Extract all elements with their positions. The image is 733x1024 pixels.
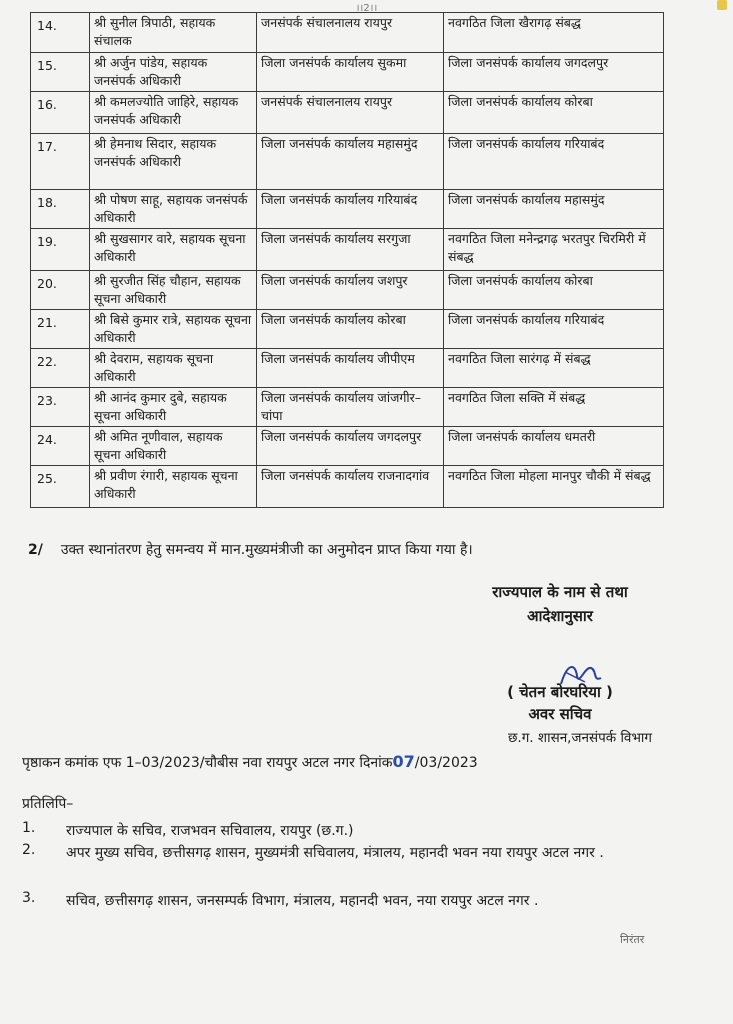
cell-current-posting: जिला जनसंपर्क कार्यालय जीपीएम [257,349,444,388]
cell-new-posting: जिला जनसंपर्क कार्यालय कोरबा [444,92,664,134]
cell-current-posting: जनसंपर्क संचालनालय रायपुर [257,13,444,53]
cell-officer-name: श्री देवराम, सहायक सूचना अधिकारी [90,349,257,388]
continued-mark: निरंतर [620,933,645,946]
copy-item [22,820,702,842]
table-row [31,134,664,190]
table-row [31,92,664,134]
table-row [31,53,664,92]
endorsement-line [22,752,722,772]
copy-text: राज्यपाल के सचिव, राजभवन सचिवालय, रायपुर (छ.ग.) [66,823,354,839]
cell-current-posting: जिला जनसंपर्क कार्यालय राजनादगांव [257,466,444,508]
table-row [31,349,664,388]
table-row [31,13,664,53]
cell-officer-name: श्री अर्जुन पांडेय, सहायक जनसंपर्क अधिकारी [90,53,257,92]
cell-current-posting: जिला जनसंपर्क कार्यालय जगदलपुर [257,427,444,466]
signatory-name: ( चेतन बोरघरिया ) [507,683,613,701]
authority-line: राज्यपाल के नाम से तथा [492,583,628,601]
copy-index: 2. [22,842,36,858]
note-text: उक्त स्थानांतरण हेतु समन्वय में मान.मुख्यमंत्रीजी का अनुमोदन प्राप्त किया गया है। [60,542,473,558]
cell-officer-name: श्री आनंद कुमार दुबे, सहायक सूचना अधिकारी [90,388,257,427]
endorsement-suffix: /03/2023 [414,755,478,771]
note-number: 2/ [28,542,43,558]
cell-new-posting: नवगठित जिला मनेन्द्रगढ़ भरतपुर चिरमिरी में संबद्ध [444,229,664,271]
cell-new-posting: नवगठित जिला सारंगढ़ में संबद्ध [444,349,664,388]
cell-serial: 14. [31,13,90,53]
cell-serial: 22. [31,349,90,388]
copies-heading: प्रतिलिपि– [22,796,74,812]
copy-item [22,842,702,864]
cell-current-posting: जिला जनसंपर्क कार्यालय गरियाबंद [257,190,444,229]
cell-current-posting: जिला जनसंपर्क कार्यालय जांजगीर– चांपा [257,388,444,427]
cell-serial: 17. [31,134,90,190]
cell-serial: 23. [31,388,90,427]
approval-note [28,540,708,559]
cell-current-posting: जिला जनसंपर्क कार्यालय जशपुर [257,271,444,310]
cell-current-posting: जनसंपर्क संचालनालय रायपुर [257,92,444,134]
cell-new-posting: नवगठित जिला खैरागढ़ संबद्ध [444,13,664,53]
cell-officer-name: श्री अमित नूणीवाल, सहायक सूचना अधिकारी [90,427,257,466]
cell-new-posting: जिला जनसंपर्क कार्यालय गरियाबंद [444,134,664,190]
cell-serial: 15. [31,53,90,92]
order-line: आदेशानुसार [527,607,593,625]
table-row [31,310,664,349]
cell-officer-name: श्री सुरजीत सिंह चौहान, सहायक सूचना अधिकारी [90,271,257,310]
copy-index: 3. [22,890,36,906]
cell-serial: 21. [31,310,90,349]
table-row [31,229,664,271]
cell-new-posting: जिला जनसंपर्क कार्यालय महासमुंद [444,190,664,229]
cell-officer-name: श्री बिसे कुमार रात्रे, सहायक सूचना अधिकारी [90,310,257,349]
signatory-designation: अवर सचिव [528,705,592,723]
cell-officer-name: श्री सुनील त्रिपाठी, सहायक संचालक [90,13,257,53]
cell-serial: 24. [31,427,90,466]
cell-officer-name: श्री सुखसागर वारे, सहायक सूचना अधिकारी [90,229,257,271]
table-row [31,190,664,229]
table-row [31,388,664,427]
cell-serial: 19. [31,229,90,271]
copy-text: अपर मुख्य सचिव, छत्तीसगढ़ शासन, मुख्यमंत्री सचिवालय, मंत्रालय, महानदी भवन नया रायपुर अटल नगर . [66,845,604,861]
cell-new-posting: जिला जनसंपर्क कार्यालय जगदलपुर [444,53,664,92]
cell-new-posting: नवगठित जिला सक्ति में संबद्ध [444,388,664,427]
cell-serial: 25. [31,466,90,508]
cell-current-posting: जिला जनसंपर्क कार्यालय कोरबा [257,310,444,349]
endorsement-prefix: पृष्ठाकन कमांक एफ 1–03/2023/चौबीस नवा रायपुर अटल नगर दिनांक [22,755,393,771]
endorsement-day: 07 [392,752,415,771]
table-row [31,466,664,508]
table-row [31,271,664,310]
page-number-header: ।।2।। [355,3,378,14]
cell-officer-name: श्री पोषण साहू, सहायक जनसंपर्क अधिकारी [90,190,257,229]
cell-new-posting: नवगठित जिला मोहला मानपुर चौकी में संबद्ध [444,466,664,508]
cell-serial: 16. [31,92,90,134]
cell-officer-name: श्री कमलज्योति जाहिरे, सहायक जनसंपर्क अधिकारी [90,92,257,134]
cell-officer-name: श्री प्रवीण रंगारी, सहायक सूचना अधिकारी [90,466,257,508]
cell-current-posting: जिला जनसंपर्क कार्यालय सुकमा [257,53,444,92]
cell-current-posting: जिला जनसंपर्क कार्यालय महासमुंद [257,134,444,190]
cell-new-posting: जिला जनसंपर्क कार्यालय कोरबा [444,271,664,310]
cell-serial: 20. [31,271,90,310]
copy-item [22,890,702,912]
signatory-department: छ.ग. शासन,जनसंपर्क विभाग [507,730,653,746]
table-row [31,427,664,466]
cell-current-posting: जिला जनसंपर्क कार्यालय सरगुजा [257,229,444,271]
transfer-table [30,12,664,508]
copy-index: 1. [22,820,36,836]
corner-tab-mark [717,0,727,10]
cell-serial: 18. [31,190,90,229]
cell-officer-name: श्री हेमनाथ सिदार, सहायक जनसंपर्क अधिकारी [90,134,257,190]
cell-new-posting: जिला जनसंपर्क कार्यालय धमतरी [444,427,664,466]
copy-text: सचिव, छत्तीसगढ़ शासन, जनसम्पर्क विभाग, मंत्रालय, महानदी भवन, नया रायपुर अटल नगर . [66,893,539,909]
cell-new-posting: जिला जनसंपर्क कार्यालय गरियाबंद [444,310,664,349]
